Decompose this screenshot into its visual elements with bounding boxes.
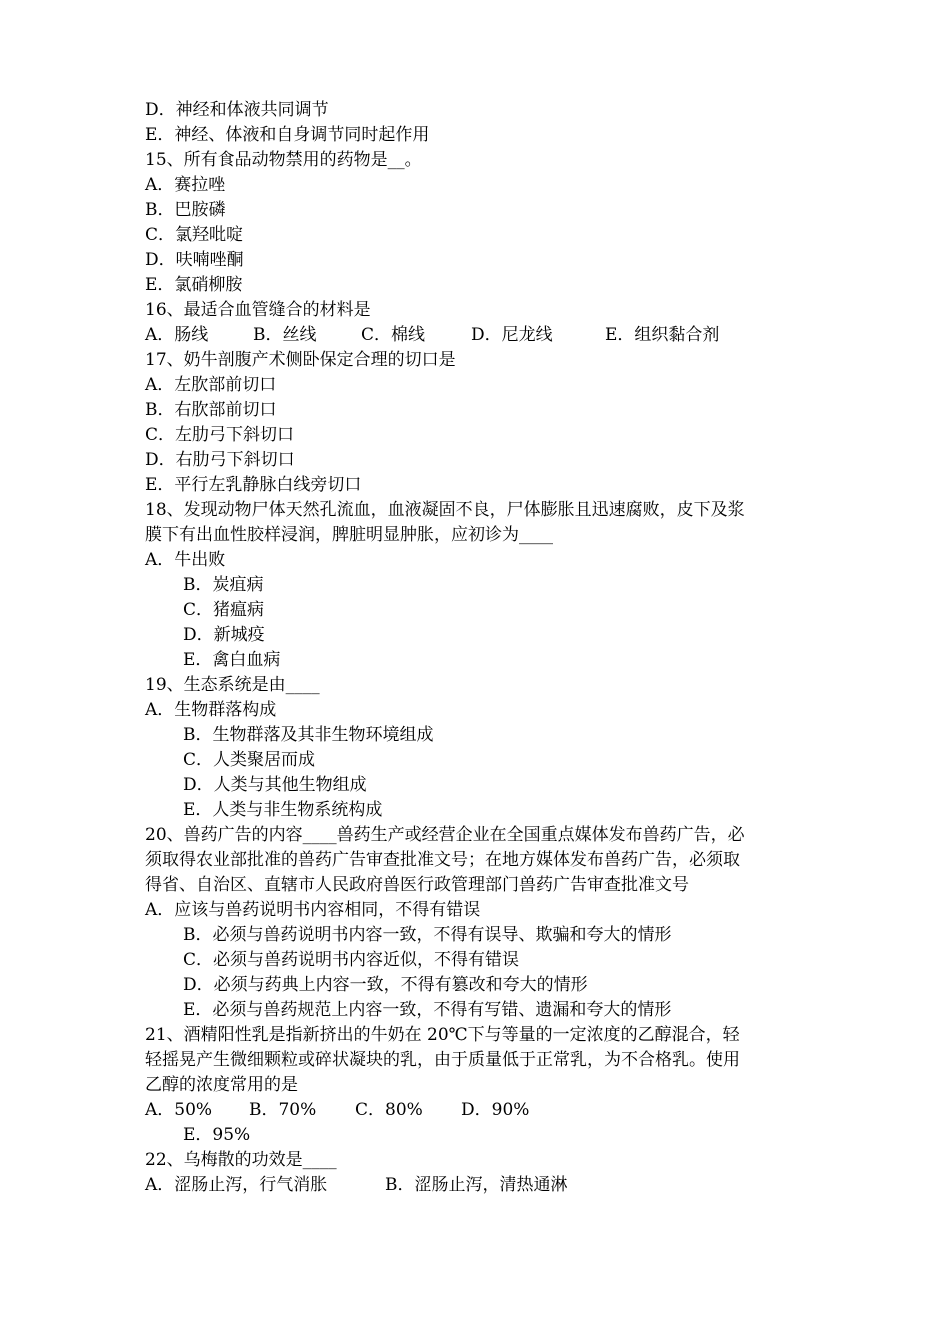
q20-stem-line-1: 20、兽药广告的内容____兽药生产或经营企业在全国重点媒体发布兽药广告，必: [145, 825, 745, 845]
q16-option-c: C．棉线: [361, 325, 426, 345]
q19-option-b: B．生物群落及其非生物环境组成: [183, 725, 434, 745]
q17-option-d: D．右肋弓下斜切口: [145, 450, 295, 470]
q21-option-c: C．80%: [355, 1100, 423, 1120]
q22-options-row: [145, 1173, 825, 1198]
q15-option-b: B．巴胺磷: [145, 200, 226, 220]
q21-stem-line-3: 乙醇的浓度常用的是: [145, 1075, 298, 1095]
q21-option-b: B．70%: [249, 1100, 317, 1120]
question-list: [145, 98, 825, 1198]
q15-option-e: E．氯硝柳胺: [145, 275, 243, 295]
q21-options-row: [145, 1098, 825, 1123]
q21-stem-line-1: 21、酒精阳性乳是指新挤出的牛奶在 20℃下与等量的一定浓度的乙醇混合，轻: [145, 1025, 740, 1045]
q14-option-e: E．神经、体液和自身调节同时起作用: [145, 125, 430, 145]
q16-options-row: [145, 323, 825, 348]
q21-stem-line-2: 轻摇晃产生微细颗粒或碎状凝块的乳，由于质量低于正常乳，为不合格乳。使用: [145, 1050, 740, 1070]
q22-option-b: B．涩肠止泻，清热通淋: [385, 1175, 568, 1195]
q20-option-a: A．应该与兽药说明书内容相同，不得有错误: [145, 900, 481, 920]
q15-option-a: A．赛拉唑: [145, 175, 226, 195]
q20-stem-line-2: 须取得农业部批准的兽药广告审查批准文号；在地方媒体发布兽药广告，必须取: [145, 850, 740, 870]
q18-option-b: B．炭疽病: [183, 575, 264, 595]
q16-option-a: A．肠线: [145, 325, 209, 345]
q17-stem: 17、奶牛剖腹产术侧卧保定合理的切口是: [145, 350, 456, 370]
q17-option-e: E．平行左乳静脉白线旁切口: [145, 475, 362, 495]
q18-stem-line-1: 18、发现动物尸体天然孔流血，血液凝固不良，尸体膨胀且迅速腐败，皮下及浆: [145, 500, 745, 520]
q22-stem: 22、乌梅散的功效是____: [145, 1150, 337, 1170]
q19-option-e: E．人类与非生物系统构成: [183, 800, 383, 820]
q19-option-d: D．人类与其他生物组成: [183, 775, 367, 795]
q16-option-d: D．尼龙线: [471, 325, 553, 345]
q15-stem: 15、所有食品动物禁用的药物是__。: [145, 150, 422, 170]
q17-option-c: C．左肋弓下斜切口: [145, 425, 295, 445]
q19-option-c: C．人类聚居而成: [183, 750, 316, 770]
q15-option-c: C．氯羟吡啶: [145, 225, 244, 245]
q22-option-a: A．涩肠止泻，行气消胀: [145, 1175, 328, 1195]
q20-option-e: E．必须与兽药规范上内容一致，不得有写错、遗漏和夸大的情形: [183, 1000, 672, 1020]
q19-option-a: A．生物群落构成: [145, 700, 277, 720]
q17-option-a: A．左肷部前切口: [145, 375, 277, 395]
q21-option-a: A．50%: [145, 1100, 213, 1120]
q18-option-d: D．新城疫: [183, 625, 265, 645]
q14-option-d: D．神经和体液共同调节: [145, 100, 329, 120]
q18-option-e: E．禽白血病: [183, 650, 281, 670]
q16-option-b: B．丝线: [253, 325, 317, 345]
q19-stem: 19、生态系统是由____: [145, 675, 320, 695]
q16-stem: 16、最适合血管缝合的材料是: [145, 300, 371, 320]
q16-option-e: E．组织黏合剂: [605, 325, 720, 345]
q20-stem-line-3: 得省、自治区、直辖市人民政府兽医行政管理部门兽药广告审查批准文号: [145, 875, 689, 895]
q18-option-a: A．牛出败: [145, 550, 226, 570]
q20-option-c: C．必须与兽药说明书内容近似，不得有错误: [183, 950, 520, 970]
q17-option-b: B．右肷部前切口: [145, 400, 277, 420]
q21-option-e: E．95%: [183, 1125, 251, 1145]
q21-option-d: D．90%: [461, 1100, 530, 1120]
q15-option-d: D．呋喃唑酮: [145, 250, 244, 270]
q20-option-b: B．必须与兽药说明书内容一致，不得有误导、欺骗和夸大的情形: [183, 925, 672, 945]
q20-option-d: D．必须与药典上内容一致，不得有篡改和夸大的情形: [183, 975, 588, 995]
q18-stem-line-2: 膜下有出血性胶样浸润，脾脏明显肿胀，应初诊为____: [145, 525, 553, 545]
q18-option-c: C．猪瘟病: [183, 600, 265, 620]
